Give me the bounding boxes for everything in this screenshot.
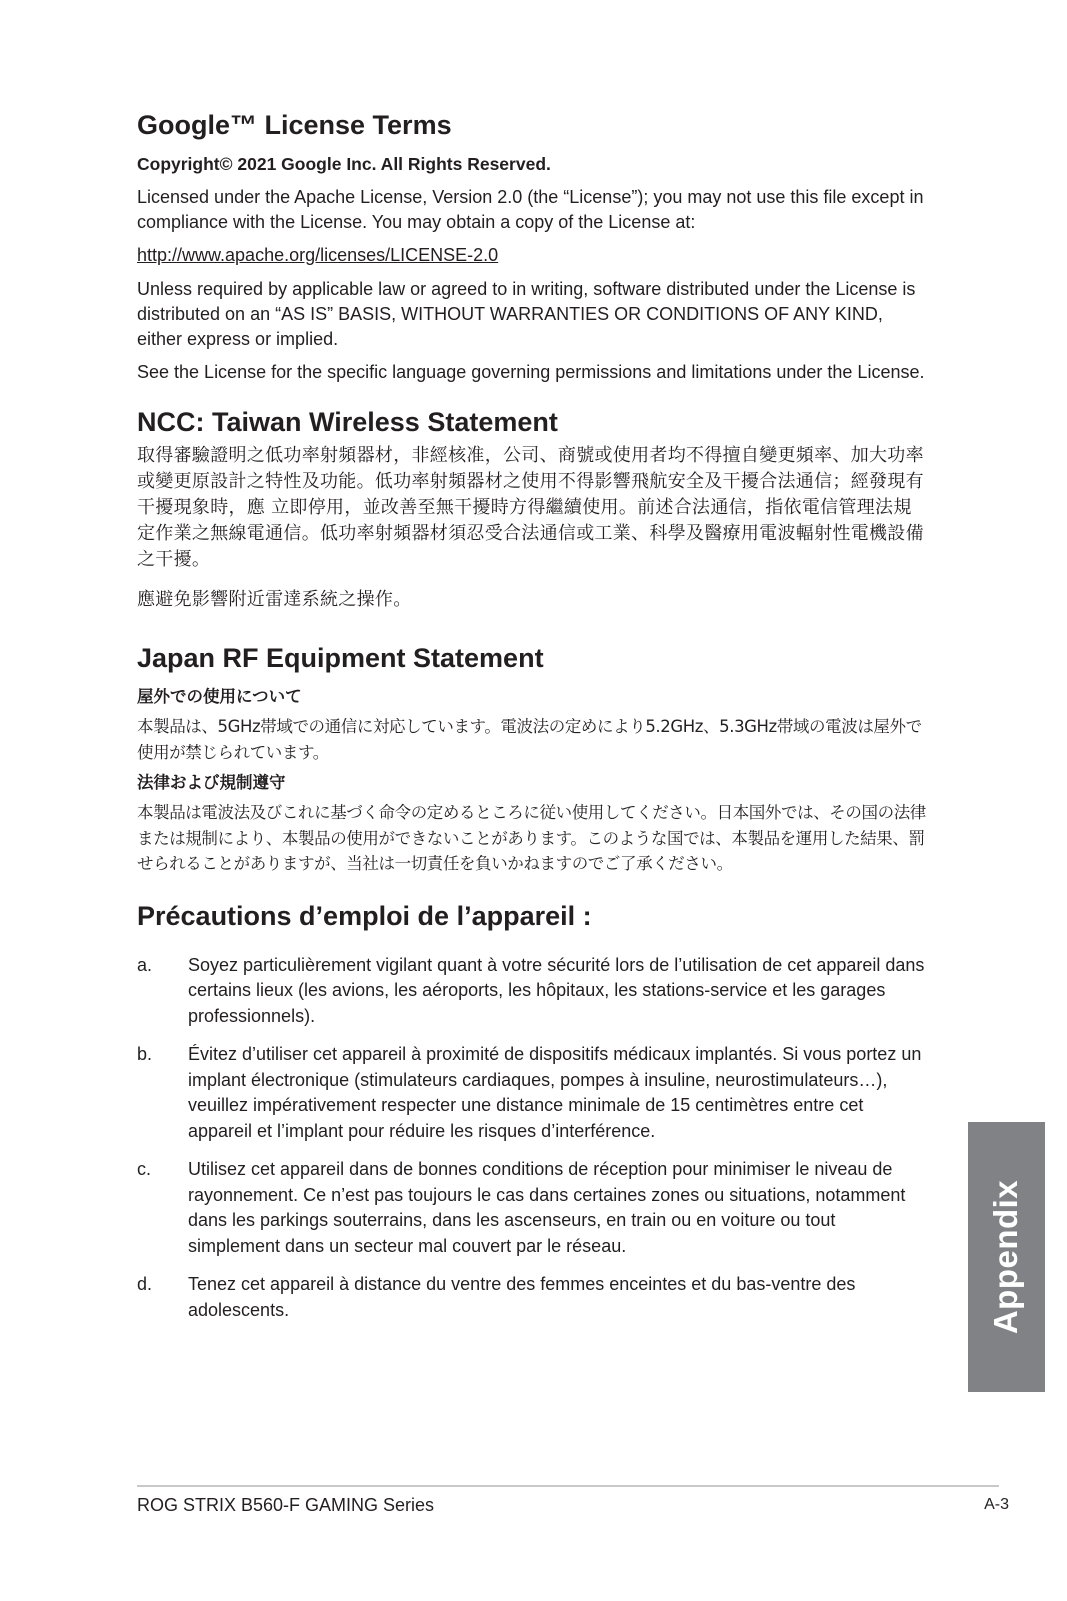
footer-page-number: A-3 [984,1496,1009,1513]
ncc-para-1: 取得審驗證明之低功率射頻器材，非經核准，公司、商號或使用者均不得擅自變更頻率、加大功率或變更原設計之特性及功能。低功率射頻器材之使用不得影響飛航安全及干擾合法通信；經發現有干擾現象時，應 立即停用，並改善至無干擾時方得繼續使用。前述合法通信，指依電信管理法規定作業之無線電通信。低功率射頻器材須忍受合法通信或工業、科學及醫療用電波輻射性電機設備之干擾。 [137,445,924,570]
ncc-heading: NCC: Taiwan Wireless Statement [137,407,558,437]
google-copyright: Copyright© 2021 Google Inc. All Rights Reserved. [137,154,551,174]
footer-divider [137,1485,999,1487]
list-marker: b. [137,1044,153,1064]
list-item [137,1272,927,1323]
ncc-section [137,405,927,613]
precautions-section [137,899,927,1324]
google-license-para-2: Unless required by applicable law or agreed to in writing, software distributed under the License is distributed on an “AS IS” BASIS, WITHOUT WARRANTIES OR CONDITIONS OF ANY KIND, either express or implied. [137,279,916,349]
list-item-text: Soyez particulièrement vigilant quant à votre sécurité lors de l’utilisation de cet appareil dans certains lieux (les avions, les aéroports, les hôpitaux, les stations-service et les garages professionnels). [188,954,925,1026]
list-marker: d. [137,1274,153,1294]
list-item [137,953,927,1030]
japan-law-para: 本製品は電波法及びこれに基づく命令の定めるところに従い使用してください。日本国外では、その国の法律または規制により、本製品の使用ができないことがあります。このような国では、本製品を運用した結果、罰せられることがありますが、当社は一切責任を負いかねますのでご了承ください。 [137,803,926,873]
japan-rf-section [137,641,927,877]
appendix-tab-label: Appendix [987,1179,1025,1335]
list-item [137,1157,927,1259]
precautions-heading: Précautions d’emploi de l’appareil : [137,900,592,931]
google-license-section [137,108,927,385]
google-license-para-3: See the License for the specific language governing permissions and limitations under the License. [137,362,925,382]
japan-law-subheading: 法律および規制遵守 [137,773,286,792]
apache-license-link[interactable]: http://www.apache.org/licenses/LICENSE-2.0 [137,245,499,265]
google-license-para-1: Licensed under the Apache License, Version 2.0 (the “License”); you may not use this file except in compliance with the License. You may obtain a copy of the License at: [137,187,924,232]
japan-outdoor-subheading: 屋外での使用について [137,687,302,706]
appendix-side-tab [968,1122,1045,1392]
list-item [137,1042,927,1144]
google-license-heading: Google™ License Terms [137,110,452,140]
ncc-para-2: 應避免影響附近雷達系統之操作。 [137,589,412,610]
list-marker: c. [137,1159,152,1179]
list-marker: a. [137,954,153,975]
precautions-list [137,953,927,1324]
page-content [137,108,927,1323]
japan-rf-heading: Japan RF Equipment Statement [137,643,544,673]
japan-outdoor-para: 本製品は、5GHz帯域での通信に対応しています。電波法の定めにより5.2GHz、5.3GHz帯域の電波は屋外で使用が禁じられています。 [137,717,922,762]
list-item-text: Tenez cet appareil à distance du ventre des femmes enceintes et du bas-ventre des adolescents. [188,1274,856,1320]
list-item-text: Utilisez cet appareil dans de bonnes conditions de réception pour minimiser le niveau de rayonnement. Ce n’est pas toujours le cas dans certaines zones ou situations, notamment dans les parkings souterrains, dans les ascenseurs, en train ou en voiture ou tout simplement dans un secteur mal couvert par le réseau. [188,1159,906,1256]
footer-product-name: ROG STRIX B560-F GAMING Series [137,1495,435,1515]
list-item-text: Évitez d’utiliser cet appareil à proximité de dispositifs médicaux implantés. Si vous portez un implant électronique (stimulateurs cardiaques, pompes à insuline, neurostimulateurs…), veuillez impérativement respecter une distance minimale de 15 centimètres entre cet appareil et l’implant pour réduire les risques d’interférence. [188,1044,922,1141]
